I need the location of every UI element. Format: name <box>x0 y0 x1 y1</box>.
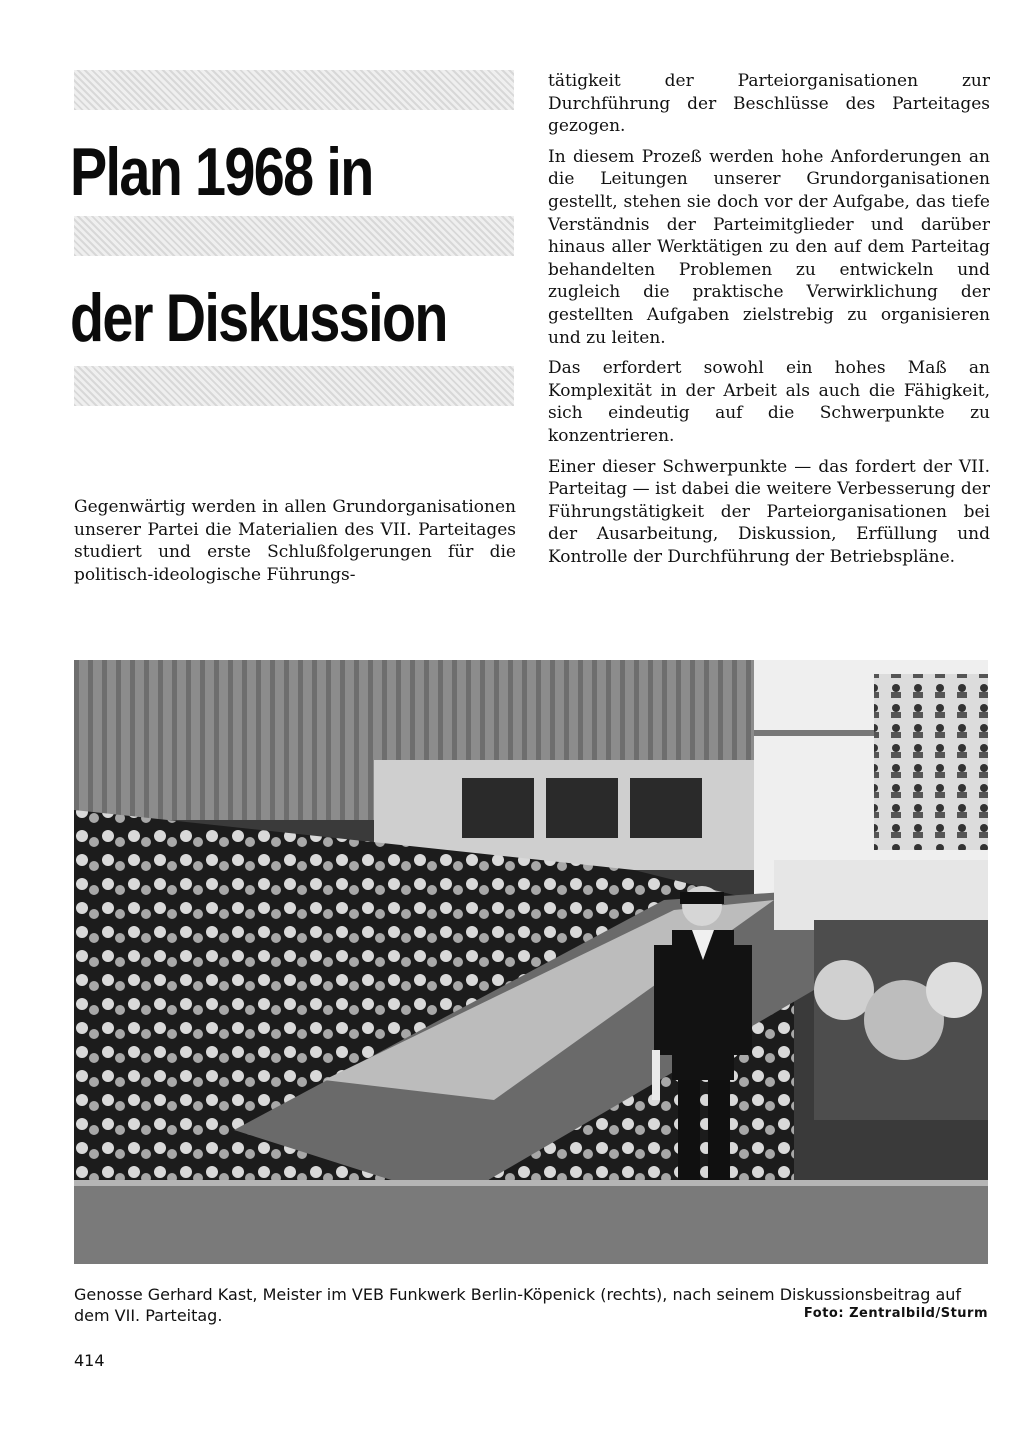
foreground-rail-edge <box>74 1180 988 1186</box>
headline-line-2: der Diskussion <box>70 280 447 356</box>
title-band-middle <box>74 216 514 256</box>
left-paragraph-1: Gegenwärtig werden in allen Grundorganisationen unserer Partei die Materialien des VII. Parteitages studiert und erste Schlußfolgerungen für die politisch-ideologische Führungs- <box>74 497 516 585</box>
stage-front <box>774 860 988 930</box>
right-paragraph-4: Einer dieser Schwerpunkte — das fordert der VII. Parteitag — ist dabei die weitere Verbesserung der Führungstätigkeit der Parteiorganisationen bei der Ausarbeitung, Diskussion, Erfüllung und Kontrolle der Durchführung der Betriebspläne. <box>548 456 990 567</box>
foreground-rail <box>74 1180 988 1264</box>
right-column <box>548 70 990 576</box>
headline-line-1: Plan 1968 in <box>70 134 373 210</box>
window-2 <box>546 778 618 838</box>
photo-credit: Foto: Zentralbild/Sturm <box>803 1306 988 1321</box>
congress-photo <box>74 660 988 1264</box>
balcony-audience <box>874 674 988 850</box>
right-paragraph-1: tätigkeit der Parteiorganisationen zur Durchführung der Beschlüsse des Parteitages gezogen. <box>548 71 990 137</box>
right-paragraph-3: Das erfordert sowohl ein hohes Maß an Komplexität in der Arbeit als auch die Fähigkeit, sich eindeutig auf die Schwerpunkte zu konzentrieren. <box>548 358 990 446</box>
right-paragraph-2: In diesem Prozeß werden hohe Anforderungen an die Leitungen unserer Grundorganisationen gestellt, stehen sie doch vor der Aufgabe, das tiefe Verständnis der Parteimitglieder und darüber hinaus aller Werktätigen zu den auf dem Parteitag behandelten Problemen zu entwickeln und zugleich die praktische Verwirklichung der gestellten Aufgaben zielstrebig zu organisieren und zu leiten. <box>548 146 990 348</box>
window-1 <box>462 778 534 838</box>
title-band-top <box>74 70 514 110</box>
flowers-3 <box>926 962 982 1018</box>
flowers-1 <box>814 960 874 1020</box>
page-number: 414 <box>74 1351 105 1370</box>
balcony-rail <box>754 730 874 736</box>
congress-photo-drawing <box>74 660 988 1264</box>
title-band-bottom <box>74 366 514 406</box>
left-column <box>74 496 516 594</box>
window-3 <box>630 778 702 838</box>
photo-caption: Genosse Gerhard Kast, Meister im VEB Funkwerk Berlin-Köpenick (rechts), nach seinem Diskussionsbeitrag auf dem VII. Parteitag. <box>74 1285 962 1325</box>
